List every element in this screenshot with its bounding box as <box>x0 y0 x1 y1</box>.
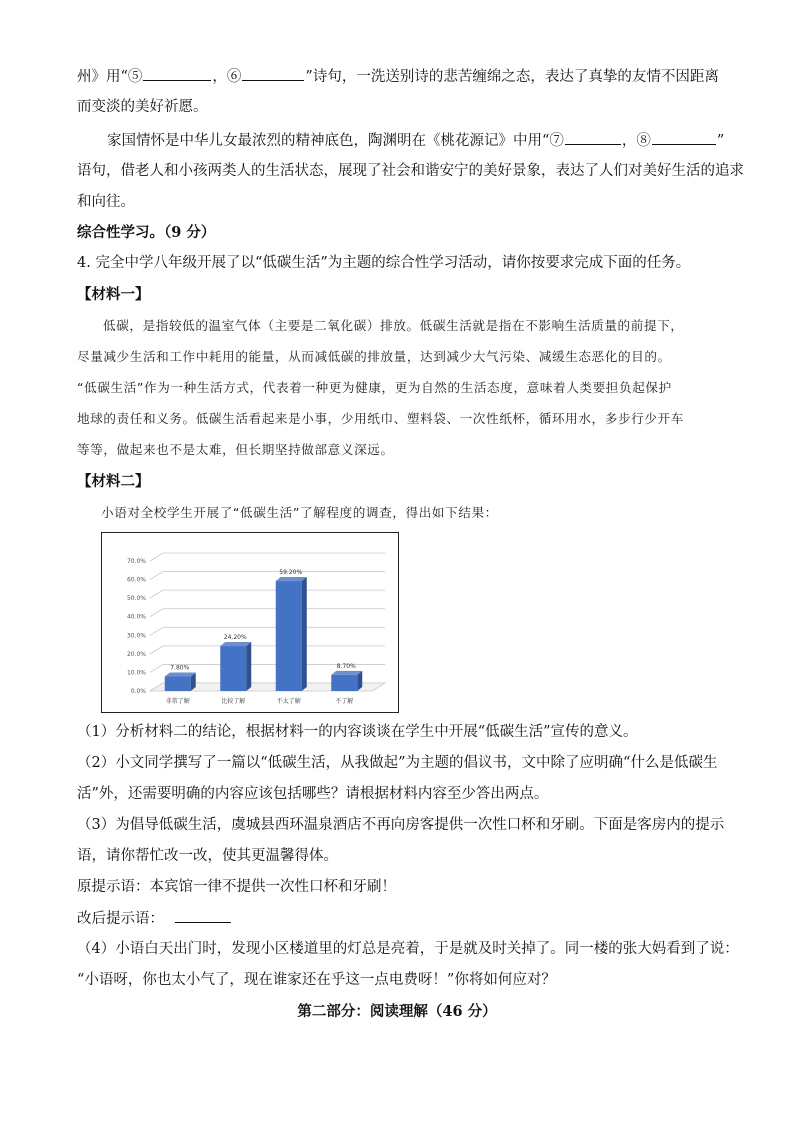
y-tick-label: 50.0% <box>126 595 146 603</box>
bar <box>276 581 302 691</box>
bar-top <box>276 577 307 581</box>
question-4-line-1: （4）小语白天出门时，发现小区楼道里的灯总是亮着，于是就及时关掉了。同一楼的张大妈看到了说： <box>77 941 739 957</box>
y-tick-label: 0.0% <box>130 688 146 695</box>
material-1-line: 尽量减少生活和工作中耗用的能量，从而减低碳的排放量，达到减少大气污染、减缓生态恶化的目的。 <box>77 349 671 364</box>
data-label: 7.80% <box>170 664 190 672</box>
original-hint: 原提示语：本宾馆一律不提供一次性口杯和牙刷！ <box>77 879 396 895</box>
y-tick-label: 70.0% <box>126 558 146 565</box>
x-category-label: 不太了解 <box>276 698 301 705</box>
blank-5[interactable] <box>143 66 211 81</box>
x-category-label: 不了解 <box>335 698 354 705</box>
x-category-label: 比较了解 <box>221 698 246 705</box>
paragraph-line: 和向往。 <box>77 194 135 210</box>
y-tick-label: 20.0% <box>126 650 146 658</box>
gridline-diagonal <box>150 553 163 561</box>
material-2-intro: 小语对全校学生开展了“低碳生活”了解程度的调查，得出如下结果： <box>101 505 498 520</box>
gridline-diagonal <box>150 609 163 617</box>
material-1-heading: 【材料一】 <box>77 286 150 303</box>
y-tick-label: 30.0% <box>126 632 146 640</box>
chart-canvas <box>102 533 398 712</box>
gridline-diagonal <box>150 572 163 580</box>
question-2-line-1: （2）小文同学撰写了一篇以“低碳生活，从我做起”为主题的倡议书，文中除了应明确“什么是低碳生 <box>77 755 718 771</box>
revised-hint-blank[interactable] <box>175 908 231 923</box>
x-category-label: 非常了解 <box>165 698 190 705</box>
y-tick-label: 40.0% <box>126 613 146 621</box>
bar-top <box>331 671 362 675</box>
blank-8[interactable] <box>652 130 716 145</box>
poem-fill-line-2 <box>107 130 724 151</box>
gridline-diagonal <box>150 664 163 672</box>
bar-side <box>246 642 251 691</box>
y-tick-label: 60.0% <box>126 576 146 584</box>
bar <box>165 677 191 691</box>
question-4-line-2: “小语呀，你也太小气了，现在谁家还在乎这一点电费呀！”你将如何应对？ <box>77 972 556 988</box>
survey-bar-chart <box>101 532 399 713</box>
material-1-line: 低碳，是指较低的温室气体（主要是二氧化碳）排放。低碳生活就是指在不影响生活质量的前提下， <box>103 318 684 333</box>
blank-6[interactable] <box>242 66 304 81</box>
data-label: 59.20% <box>279 569 303 577</box>
revised-hint-label: 改后提示语： <box>77 911 164 927</box>
paragraph-line: 而变淡的美好祈愿。 <box>77 99 208 115</box>
text-fragment: 家国情怀是中华儿女最浓烈的精神底色，陶渊明在《桃花源记》中用“⑦ <box>107 133 564 149</box>
material-2-heading: 【材料二】 <box>77 473 150 490</box>
data-label: 8.70% <box>336 662 356 670</box>
paragraph-line: 语句，借老人和小孩两类人的生活状态，展现了社会和谐安宁的美好景象，表达了人们对美好生活的追求 <box>77 163 744 179</box>
question-3-line-1: （3）为倡导低碳生活，虞城县西环温泉酒店不再向房客提供一次性口杯和牙刷。下面是客房内的提示 <box>77 817 725 833</box>
material-1-line: “低碳生活”作为一种生活方式，代表着一种更为健康，更为自然的生活态度，意味着人类要担负起保护 <box>77 380 672 395</box>
bar-top <box>220 642 251 646</box>
data-label: 24.20% <box>223 634 247 642</box>
question-3-line-2: 语，请你帮忙改一改，使其更温馨得体。 <box>77 848 338 864</box>
bar-top <box>165 673 196 677</box>
y-tick-label: 10.0% <box>126 669 146 677</box>
bar-side <box>302 577 307 691</box>
blank-7[interactable] <box>565 130 621 145</box>
gridline-diagonal <box>150 646 163 654</box>
revised-hint-line <box>77 908 232 929</box>
text-fragment: ”诗句，一洗送别诗的悲苦缠绵之态，表达了真挚的友情不因距离 <box>305 69 719 85</box>
text-fragment: ，⑥ <box>212 69 242 85</box>
gridline-diagonal <box>150 590 163 598</box>
section-heading: 综合性学习。（9 分） <box>77 224 216 241</box>
question-1: （1）分析材料二的结论，根据材料一的内容谈谈在学生中开展“低碳生活”宣传的意义。 <box>77 724 638 740</box>
material-1-line: 等等，做起来也不是太难，但长期坚持做部意义深远。 <box>77 442 394 457</box>
question-2-line-2: 活”外，还需要明确的内容应该包括哪些？请根据材料内容至少答出两点。 <box>77 786 549 802</box>
text-fragment: 州》用“⑤ <box>77 69 143 85</box>
part-2-heading: 第二部分：阅读理解（46 分） <box>297 1003 497 1020</box>
bar <box>220 646 246 691</box>
poem-fill-line-1 <box>77 66 719 87</box>
text-fragment: ” <box>716 133 725 149</box>
question-4-intro: 4. 完全中学八年级开展了以“低碳生活”为主题的综合性学习活动，请你按要求完成下面的任务。 <box>77 255 691 271</box>
gridline-diagonal <box>150 627 163 635</box>
text-fragment: ，⑧ <box>621 133 651 149</box>
material-1-line: 地球的责任和义务。低碳生活看起来是小事，少用纸巾、塑料袋、一次性纸杯，循环用水，多步行少开车 <box>77 411 684 426</box>
bar <box>331 675 357 691</box>
